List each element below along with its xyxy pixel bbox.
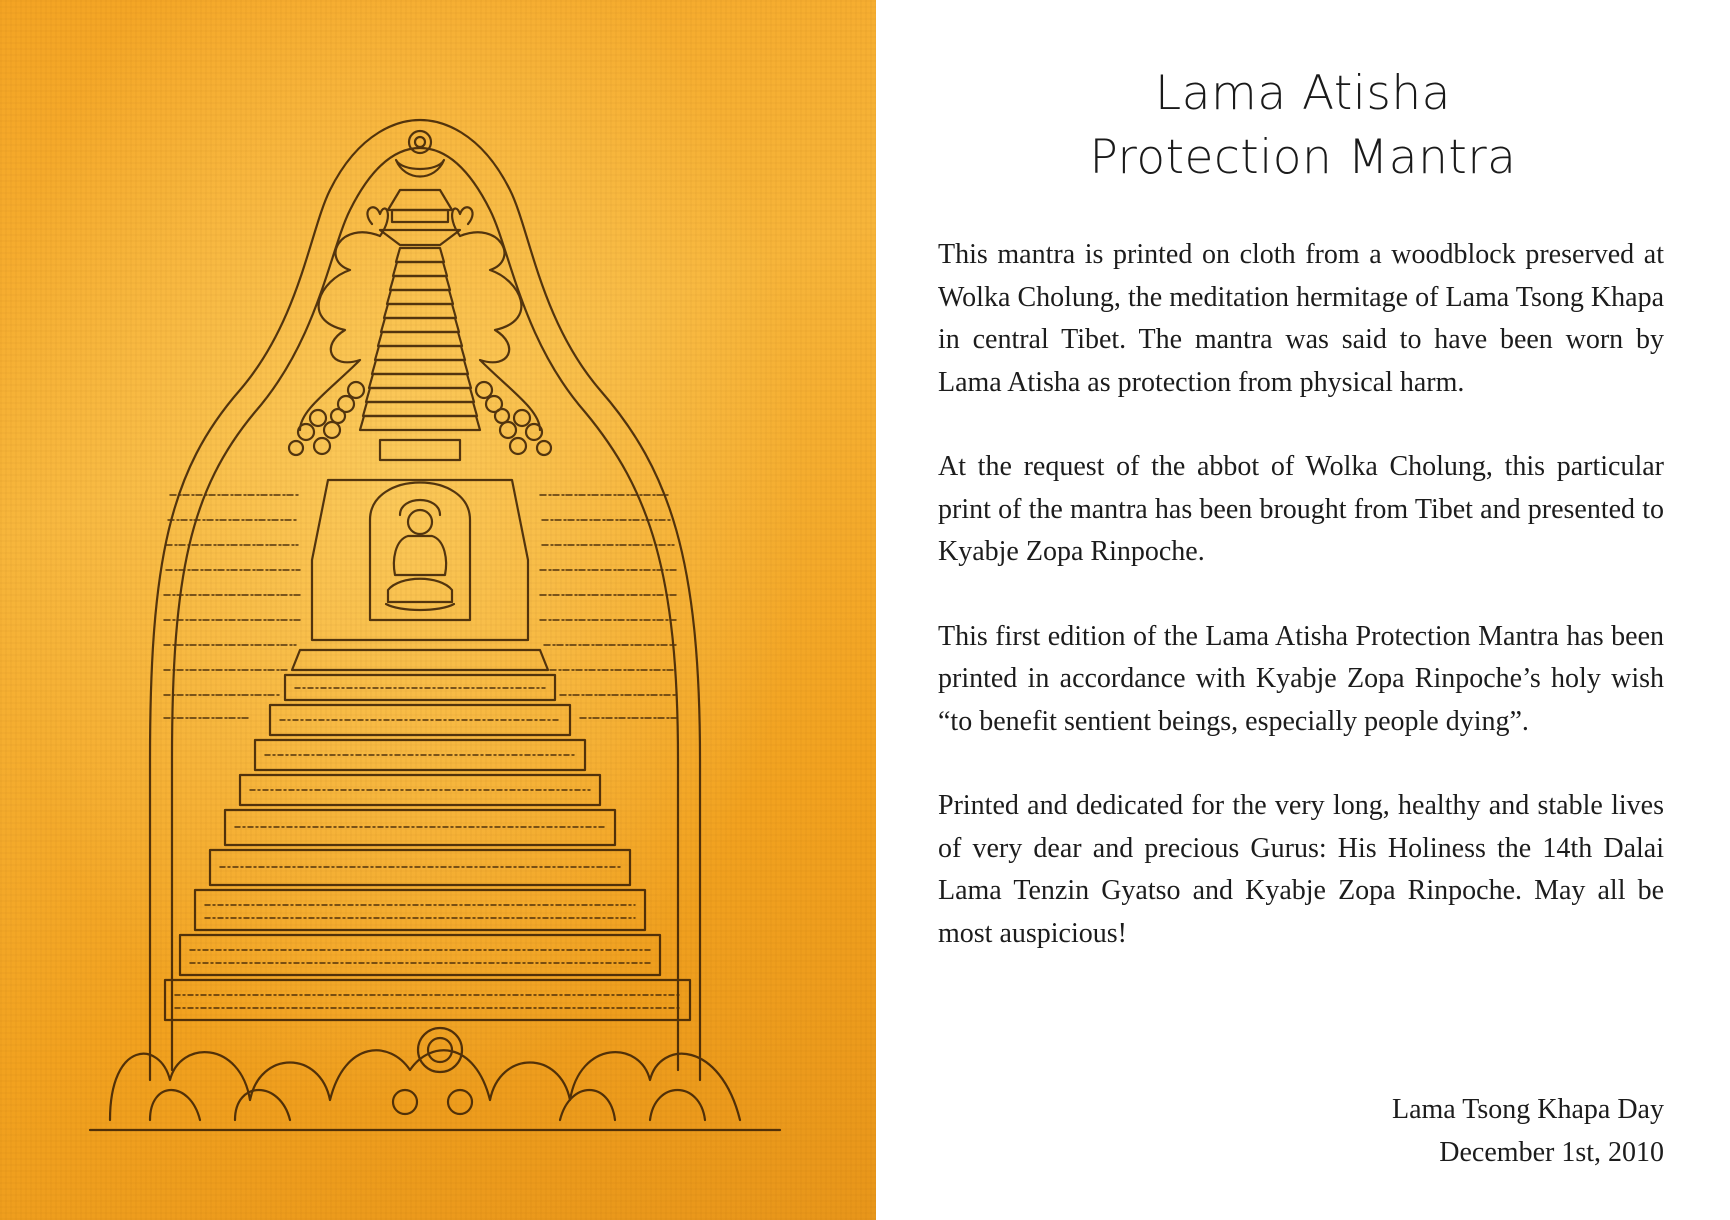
- paragraph-origin: This mantra is printed on cloth from a woodblock preserved at Wolka Cholung, the meditation hermitage of Lama Tsong Khapa in central Tibet. The mantra was said to have been worn by Lama Atisha as protection from physical harm.: [938, 239, 1664, 398]
- seated-buddha: [386, 500, 454, 610]
- signature-occasion: Lama Tsong Khapa Day: [1391, 1094, 1664, 1125]
- flower-garland-right: [476, 382, 551, 455]
- side-script-left: [164, 495, 300, 718]
- body-text: [938, 234, 1664, 997]
- finial-crescent: [396, 160, 444, 177]
- text-panel: [876, 0, 1730, 1220]
- side-script-right: [540, 495, 676, 718]
- title-line-2: Protection Mantra: [1089, 130, 1517, 185]
- flower-garland-left: [289, 382, 364, 455]
- page-title: [876, 62, 1730, 190]
- signature-date: December 1st, 2010: [1439, 1137, 1664, 1168]
- finial-orb: [409, 131, 431, 153]
- spire-rings: [360, 248, 480, 430]
- lotus-base: [110, 1050, 740, 1120]
- title-line-1: Lama Atisha: [1155, 66, 1451, 121]
- paragraph-request: At the request of the abbot of Wolka Cholung, this particular print of the mantra has been brought from Tibet and presented to Kyabje Zopa Rinpoche.: [938, 451, 1664, 567]
- paragraph-dedication: Printed and dedicated for the very long, healthy and stable lives of very dear and precious Gurus: His Holiness the 14th Dalai Lama Tenzin Gyatso and Kyabje Zopa Rinpoche. May all be most auspicious!: [938, 790, 1664, 949]
- spire-canopy: [388, 190, 452, 210]
- signature-block: [1392, 1088, 1664, 1174]
- paragraph-edition: This first edition of the Lama Atisha Protection Mantra has been printed in accordance with Kyabje Zopa Rinpoche’s holy wish “to benefit sentient beings, especially people dying”.: [938, 620, 1664, 737]
- stupa-steps: [165, 650, 690, 1020]
- stupa-dome: [312, 480, 528, 640]
